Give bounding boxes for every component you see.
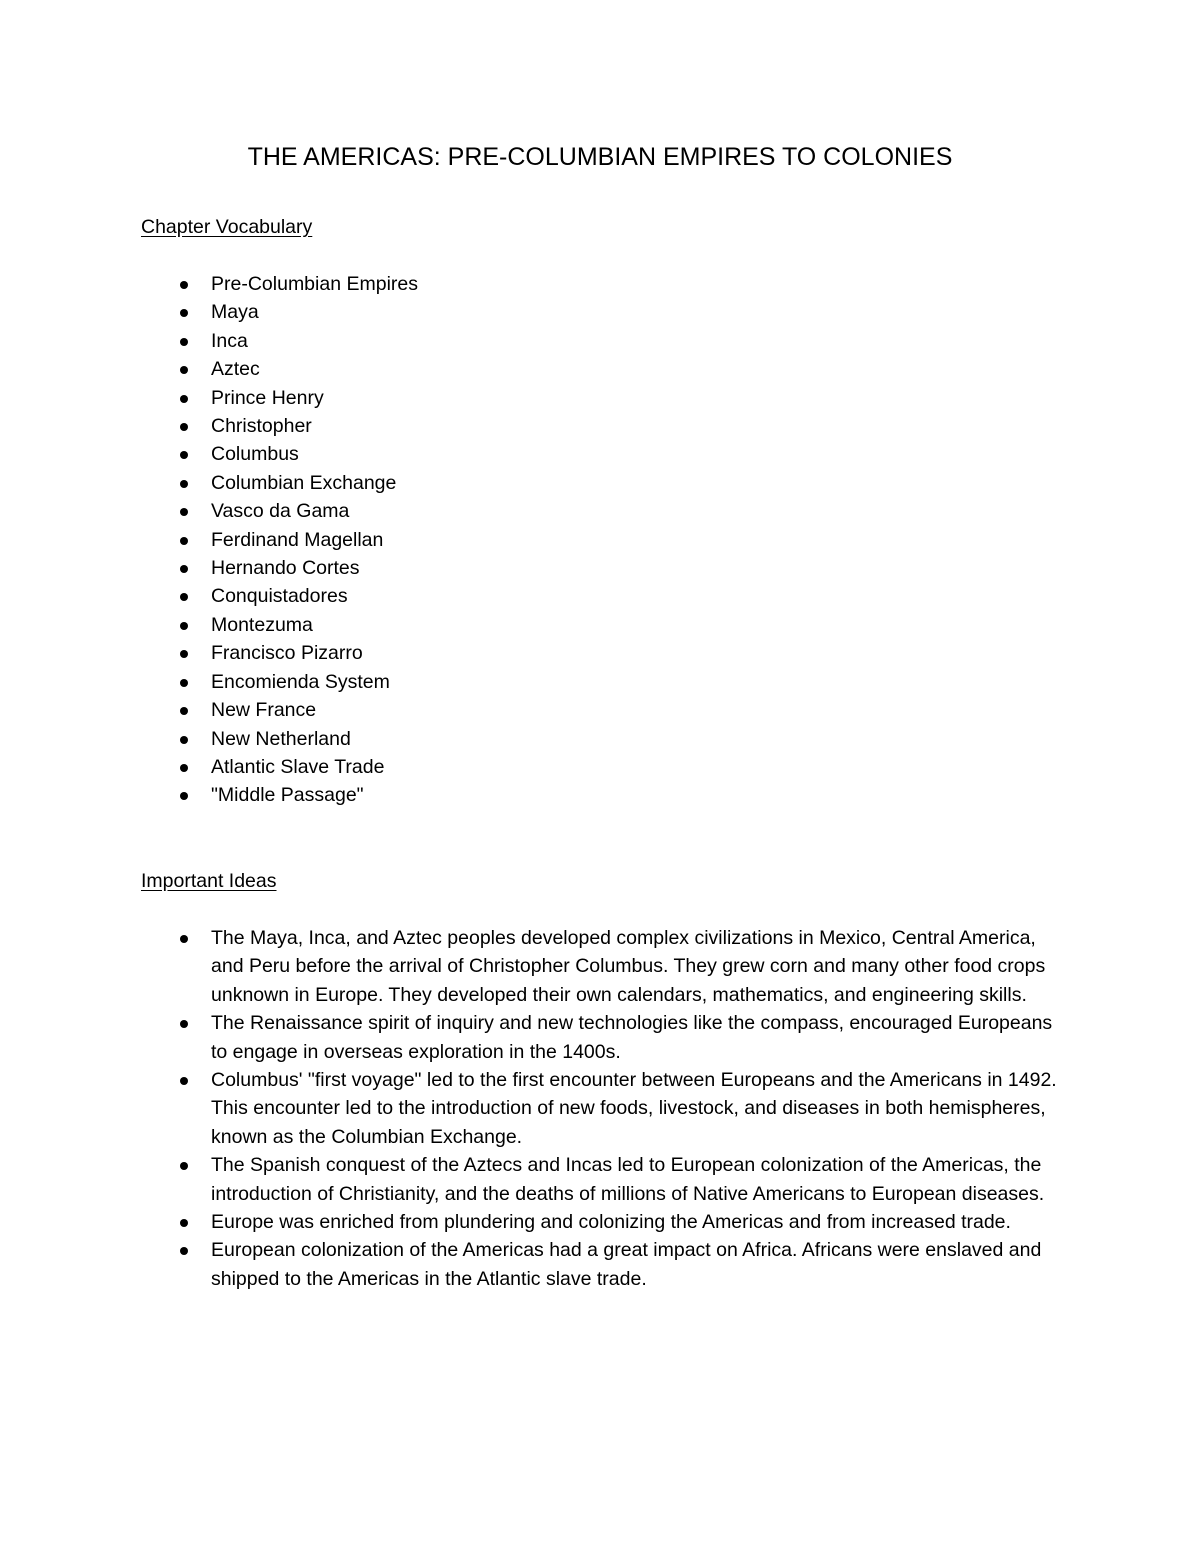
idea-item bbox=[0, 1208, 1060, 1236]
vocabulary-item bbox=[0, 497, 418, 525]
bullet-icon bbox=[180, 565, 188, 573]
vocabulary-item bbox=[0, 298, 418, 326]
vocabulary-item-text: Pre-Columbian Empires bbox=[211, 273, 418, 295]
vocabulary-item-text: Columbian Exchange bbox=[211, 471, 397, 494]
vocabulary-list bbox=[0, 270, 418, 810]
vocabulary-item-text: Prince Henry bbox=[211, 386, 324, 409]
bullet-icon bbox=[180, 395, 188, 403]
vocabulary-item-text: Maya bbox=[211, 301, 259, 324]
bullet-icon bbox=[180, 1219, 188, 1227]
bullet-icon bbox=[180, 366, 188, 374]
vocabulary-item bbox=[0, 582, 418, 610]
bullet-icon bbox=[180, 736, 188, 744]
vocabulary-heading: Chapter Vocabulary bbox=[141, 216, 313, 238]
idea-item bbox=[0, 1066, 1060, 1151]
idea-item bbox=[0, 1009, 1060, 1066]
vocabulary-item bbox=[0, 781, 418, 809]
vocabulary-item bbox=[0, 725, 418, 753]
idea-item bbox=[0, 1236, 1060, 1293]
vocabulary-item bbox=[0, 696, 418, 724]
vocabulary-item-text: Columbus bbox=[211, 443, 299, 466]
vocabulary-item bbox=[0, 554, 418, 582]
vocabulary-item-text: "Middle Passage" bbox=[211, 784, 364, 807]
vocabulary-item-text: Christopher bbox=[211, 415, 312, 438]
bullet-icon bbox=[180, 1162, 188, 1170]
bullet-icon bbox=[180, 935, 188, 943]
bullet-icon bbox=[180, 281, 188, 289]
vocabulary-item bbox=[0, 355, 418, 383]
bullet-icon bbox=[180, 451, 188, 459]
vocabulary-item bbox=[0, 412, 418, 440]
vocabulary-item bbox=[0, 384, 418, 412]
idea-item-text: Europe was enriched from plundering and colonizing the Americas and from increased trade. bbox=[211, 1211, 1011, 1234]
bullet-icon bbox=[180, 679, 188, 687]
vocabulary-item-text: New Netherland bbox=[211, 727, 351, 750]
vocabulary-item-text: Encomienda System bbox=[211, 670, 390, 693]
vocabulary-item-text: Hernando Cortes bbox=[211, 557, 360, 580]
vocabulary-item bbox=[0, 753, 418, 781]
vocabulary-item-text: Aztec bbox=[211, 358, 260, 381]
vocabulary-item-text: Ferdinand Magellan bbox=[211, 528, 384, 551]
idea-item-text: European colonization of the Americas had a great impact on Africa. Africans were enslaved and shipped to the Americas in the Atlantic slave trade. bbox=[211, 1239, 1042, 1290]
idea-item-text: The Maya, Inca, and Aztec peoples developed complex civilizations in Mexico, Central America, and Peru before the arrival of Christopher Columbus. They grew corn and many other food crops unknown in Europe. They developed their own calendars, mathematics, and engineering skills. bbox=[211, 927, 1046, 1006]
vocabulary-item-text: Inca bbox=[211, 329, 248, 352]
vocabulary-item bbox=[0, 270, 418, 298]
bullet-icon bbox=[180, 537, 188, 545]
vocabulary-item bbox=[0, 469, 418, 497]
idea-item-text: Columbus' "first voyage" led to the first encounter between Europeans and the Americans in 1492. This encounter led to the introduction of new foods, livestock, and diseases in both hemispheres, known as the Columbian Exchange. bbox=[211, 1069, 1057, 1148]
bullet-icon bbox=[180, 707, 188, 715]
vocabulary-item-text: New France bbox=[211, 699, 317, 722]
bullet-icon bbox=[180, 593, 188, 601]
vocabulary-item bbox=[0, 611, 418, 639]
idea-item-text: The Spanish conquest of the Aztecs and Incas led to European colonization of the Americas, the introduction of Christianity, and the deaths of millions of Native Americans to European diseases. bbox=[211, 1154, 1045, 1205]
bullet-icon bbox=[180, 650, 188, 658]
vocabulary-item-text: Conquistadores bbox=[211, 585, 348, 608]
bullet-icon bbox=[180, 423, 188, 431]
idea-item-text: The Renaissance spirit of inquiry and new technologies like the compass, encouraged Europeans to engage in overseas exploration in the 1400s. bbox=[211, 1012, 1053, 1063]
vocabulary-item bbox=[0, 639, 418, 667]
bullet-icon bbox=[180, 1020, 188, 1028]
vocabulary-item bbox=[0, 327, 418, 355]
bullet-icon bbox=[180, 480, 188, 488]
idea-item bbox=[0, 1151, 1060, 1208]
vocabulary-item-text: Montezuma bbox=[211, 613, 313, 636]
bullet-icon bbox=[180, 1077, 188, 1085]
document-title: THE AMERICAS: PRE-COLUMBIAN EMPIRES TO COLONIES bbox=[247, 143, 953, 171]
bullet-icon bbox=[180, 792, 188, 800]
bullet-icon bbox=[180, 338, 188, 346]
bullet-icon bbox=[180, 622, 188, 630]
bullet-icon bbox=[180, 764, 188, 772]
vocabulary-item-text: Vasco da Gama bbox=[211, 500, 350, 523]
bullet-icon bbox=[180, 309, 188, 317]
vocabulary-item bbox=[0, 526, 418, 554]
vocabulary-item-text: Francisco Pizarro bbox=[211, 642, 363, 665]
idea-item bbox=[0, 924, 1060, 1009]
bullet-icon bbox=[180, 1247, 188, 1255]
ideas-heading: Important Ideas bbox=[141, 870, 277, 892]
vocabulary-item bbox=[0, 440, 418, 468]
ideas-list bbox=[0, 924, 1060, 1293]
vocabulary-item bbox=[0, 668, 418, 696]
vocabulary-item-text: Atlantic Slave Trade bbox=[211, 755, 385, 778]
bullet-icon bbox=[180, 508, 188, 516]
